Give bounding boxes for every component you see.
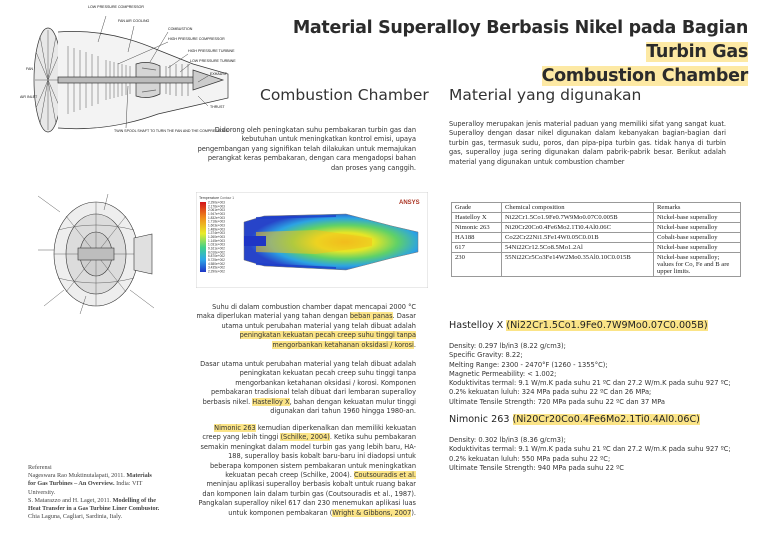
- legend-tick-label: 1.489e+003: [208, 227, 225, 232]
- table-row: HA188 Co22Cr22Ni1.5Fe14W0.05C0.01B Cobalt-base superalloy: [452, 233, 741, 243]
- label-lp-turbine: LOW PRESSURE TURBINE: [190, 59, 236, 63]
- legend-title: Temperature: [199, 196, 220, 200]
- title-line2: Combustion Chamber: [541, 66, 748, 86]
- legend-tick-label: 1.718e+003: [208, 219, 225, 224]
- header-grade: Grade: [452, 203, 502, 213]
- label-twin-spool: TWIN SPOOL SHAFT TO TURN THE FAN AND THE COMPRESSORS: [114, 129, 228, 133]
- highlight-beban-panas: beban panas: [349, 312, 393, 321]
- hastelloy-x-properties: Density: 0.297 lb/in3 (8.22 g/cm3); Specific Gravity: 8.22; Melting Range: 2300 - 2470°F (1260 - 1355°C); Magnetic Permeability: < 1.002; Koduktivitas termal: 9.1 W/m.K pada suhu 21 ºC dan 27.2 W/m.K pada suhu 927 ºC; 0.2% kekuatan luluh: 324 MPa pada suhu 22 ºC dan 26 MPa; Ultimate Tensile Strength: 720 MPa pada suhu 22 ºC dan 37 MPa: [449, 342, 731, 406]
- legend-tick-label: 3.435e+002: [208, 265, 225, 270]
- header-composition: Chemical composition: [502, 203, 654, 213]
- legend-tick-label: 2.061e+003: [208, 208, 225, 213]
- combustor-cutaway-illustration: [34, 190, 162, 320]
- highlight-kekuatan-creep: peningkatan kekuatan pecah creep suhu tinggi tanpa mengorbankan ketahanan oksidasi / korosi: [239, 331, 416, 349]
- legend-tick-label: 1.832e+003: [208, 215, 225, 220]
- legend-tick-label: 1.031e+003: [208, 242, 225, 247]
- nimonic-263-heading: Nimonic 263 (Ni20Cr20Co0.4Fe6Mo2.1Ti0.4Al0.06C): [449, 414, 700, 425]
- legend-tick-label: 5.725e+002: [208, 258, 225, 262]
- table-row: Hastelloy X Ni22Cr1.5Co1.9Fe0.7W9Mo0.07C0.005B Nickel-base superalloy: [452, 213, 741, 223]
- label-thrust: THRUST: [210, 105, 225, 109]
- label-air-inlet: AIR INLET: [20, 95, 38, 99]
- legend-tick-label: 1.374e+003: [208, 231, 225, 236]
- highlight-coutsouradis: Coutsouradis et al.: [353, 471, 416, 480]
- legend-tick-label: 2.176e+003: [208, 204, 225, 209]
- combustion-paragraph-4: Nimonic 263 kemudian diperkenalkan dan memiliki kekuatan creep yang lebih tinggi (Schilke, 2004). Ketika suhu pembakaran semakin meningkat dalam model turbin gas yang lebih baru, HA-188, superalloy basis kobalt baru-baru ini diadopsi untuk beberapa komponen sistem pembakaran untuk meningkatkan kekuatan pecah creep (Schilke, 2004). Coutsouradis et al. meninjau aplikasi superalloy berbasis kobalt untuk ruang bakar dan komponen lain dalam turbin gas (Coutsouradis et al., 1987). Pangkalan superalloy nikel 617 dan 230 menemukan aplikasi luas untuk komponen pembakaran (Wright & Gibbons, 2007).: [198, 424, 416, 517]
- combustion-paragraph-3: Dasar utama untuk perubahan material yang telah dibuat adalah peningkatan kekuatan pecah creep suhu tinggi tanpa mengorbankan ketahanan oksidasi / korosi. Komponen pembakaran tradisional telah dibuat dari lembaran superalloy berbasis nikel. Hastelloy X, bahan dengan kekuatan mulur tinggi digunakan dari tahun 1960 hingga 1980-an.: [200, 360, 416, 416]
- legend-tick-label: 4.580e+002: [208, 261, 225, 266]
- references-label: Referensi: [28, 464, 52, 471]
- label-exhaust: EXHAUST: [210, 72, 227, 76]
- legend-tick-label: 6.870e+002: [208, 254, 225, 259]
- combustion-paragraph-2: Suhu di dalam combustion chamber dapat mencapai 2000 °C maka diperlukan material yang tahan dengan beban panas. Dasar utama untuk perubahan material yang telah dibuat adalah peningkatan kekuatan pecah creep suhu tinggi tanpa mengorbankan ketahanan oksidasi / korosi.: [196, 303, 416, 349]
- legend-tick-label: 1.145e+003: [208, 238, 225, 243]
- label-fan-air-cooling: FAN AIR COOLING: [118, 19, 150, 23]
- label-hp-compressor: HIGH PRESSURE COMPRESSOR: [168, 37, 225, 41]
- combustion-paragraph-1: Didorong oleh peningkatan suhu pembakaran turbin gas dan kebutuhan untuk meningkatkan kontrol emisi, upaya pengembangan yang signifikan telah dilakukan untuk memajukan perangkat keras pembakaran, dengan cara mengadopsi bahan dan proses yang canggih.: [197, 126, 416, 172]
- legend-tick-label: 1.260e+003: [208, 235, 225, 239]
- material-paragraph: Superalloy merupakan jenis material paduan yang memiliki sifat yang sangat kuat. Superalloy dengan dasar nikel digunakan dalam kebanyakan bagian-bagian dari turbin gas, termasuk sudu, poros, dan pipa-pipa turbin gas. tidak hanya di turbin gas, superalloy juga sering digunakan dalam pabrik-pabrik besar. Berikut adalah material yang digunakan untuk combustion chamber: [449, 120, 726, 166]
- legend-tick-label: 2.290e+003: [208, 200, 225, 205]
- highlight-schilke: (Schilke, 2004): [280, 433, 330, 442]
- highlight-nimonic-263: Nimonic 263: [214, 424, 256, 432]
- table-row: Nimonic 263 Ni20Cr20Co0.4Fe6Mo2.1Ti0.4Al0.06C Nickel-base superalloy: [452, 223, 741, 233]
- hastelloy-x-heading: Hastelloy X (Ni22Cr1.5Co1.9Fe0.7W9Mo0.07C0.005B): [449, 320, 708, 331]
- hastelloy-x-composition: (Ni22Cr1.5Co1.9Fe0.7W9Mo0.07C0.005B): [506, 320, 708, 331]
- legend-tick-label: 1.603e+003: [208, 223, 225, 228]
- reference-2: S. Matarazzo and H. Laget, 2011. Modelling of the Heat Transfer in a Gas Turbine Liner Combustor. Chia Laguna, Cagliari, Sardinia, Italy.: [28, 496, 160, 521]
- legend-tick-label: 9.161e+002: [208, 246, 225, 251]
- reference-1: Nageswara Rao Muktinutalapati, 2011. Materials for Gas Turbines – An Overview. India: VIT University.: [28, 472, 152, 496]
- legend-unit: Contour 1: [220, 196, 234, 200]
- legend-tick-label: 1.947e+003: [208, 212, 225, 216]
- material-table: [451, 202, 741, 277]
- label-fan: FAN: [26, 67, 33, 71]
- cfd-temperature-contour: [196, 192, 428, 288]
- table-row: 617 54Ni22Cr12.5Co8.5Mo1.2Al Nickel-base superalloy: [452, 243, 741, 253]
- label-hp-turbine: HIGH PRESSURE TURBINE: [188, 49, 235, 53]
- table-header-row: [452, 203, 741, 213]
- material-heading: Material yang digunakan: [449, 86, 642, 104]
- label-lp-compressor: LOW PRESSURE COMPRESSOR: [88, 5, 144, 9]
- highlight-wright-gibbons: Wright & Gibbons, 2007: [332, 508, 412, 517]
- page-title: Material Superalloy Berbasis Nikel pada Bagian Turbin Gas Combustion Chamber: [292, 18, 748, 86]
- ansys-logo: ANSYS: [399, 200, 420, 206]
- combustion-heading: Combustion Chamber: [260, 86, 429, 104]
- turbofan-engine-illustration: [18, 2, 260, 142]
- highlight-hastelloy-x: Hastelloy X: [252, 397, 290, 406]
- table-row: 230 55Ni22Cr5Co3Fe14W2Mo0.35Al0.10C0.015B Nickel-base superalloy; values for Co, Fe and B are upper limits.: [452, 253, 741, 277]
- references: [28, 464, 160, 521]
- title-highlight: Turbin Gas: [646, 42, 748, 62]
- header-remarks: Remarks: [654, 203, 741, 213]
- nimonic-263-composition: (Ni20Cr20Co0.4Fe6Mo2.1Ti0.4Al0.06C): [512, 414, 700, 425]
- legend-colorbar: [200, 202, 206, 272]
- legend-tick-label: 8.016e+002: [208, 250, 225, 255]
- nimonic-263-properties: Density: 0.302 lb/in3 (8.36 g/cm3); Koduktivitas termal: 9.1 W/m.K pada suhu 21 ºC dan 27.2 W/m.K pada suhu 927 ºC; 0.2% kekuatan luluh: 550 MPa pada suhu 22 ºC; Ultimate Tensile Strength: 940 MPa pada suhu 22 ºC: [449, 436, 731, 472]
- legend-tick-label: 2.290e+002: [208, 269, 225, 274]
- label-combustion: COMBUSTION: [168, 27, 193, 31]
